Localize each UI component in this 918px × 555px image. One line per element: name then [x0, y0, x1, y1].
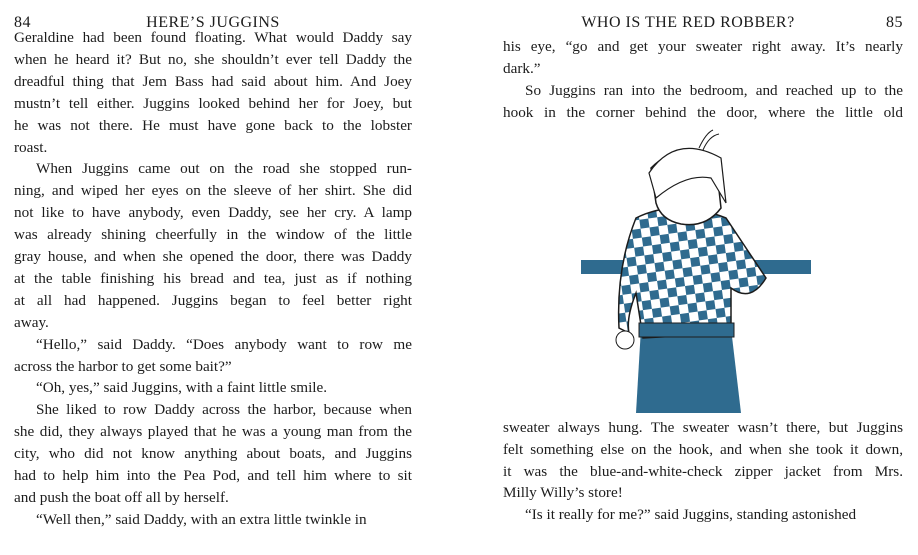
- text-line: “Is it really for me?” said Juggins, standing astonished: [525, 506, 857, 524]
- text-line: Milly Willy’s store!: [503, 484, 623, 502]
- text-line: “Oh, yes,” said Juggins, with a faint little smile.: [36, 379, 328, 397]
- jacket-waistband: [639, 323, 734, 337]
- text-line: sweater always hung. The sweater wasn’t there, but Juggins: [503, 419, 903, 436]
- text-line: he was not there. He must have gone back to the lobster: [14, 116, 412, 134]
- left-page: [14, 0, 412, 555]
- checked-jacket: [619, 208, 766, 338]
- running-header: [503, 14, 903, 34]
- girl-in-checked-jacket-illustration: [581, 128, 811, 413]
- text-line: had to help him into the Pea Pod, and tell him where to sit: [14, 467, 412, 484]
- text-line: his eye, “go and get your sweater right away. It’s nearly: [503, 38, 903, 55]
- text-line: So Juggins ran into the bedroom, and reached up to the: [525, 82, 903, 99]
- trousers: [636, 328, 741, 413]
- running-head-title: WHO IS THE RED ROBBER?: [581, 14, 795, 31]
- text-line: away.: [14, 313, 49, 331]
- text-line: hook in the corner behind the door, where the little old: [503, 104, 903, 121]
- text-line: she did, they always played that he was a young man from the: [14, 423, 412, 441]
- text-line: She liked to row Daddy across the harbor, because when: [36, 401, 412, 419]
- text-line: city, who did not know anything about boats, and Juggins: [14, 445, 412, 463]
- text-line: felt something else on the hook, and when she took it down,: [503, 440, 903, 458]
- running-head-title: HERE’S JUGGINS: [146, 14, 280, 31]
- text-line: at the table finishing his bread and tea, just as if nothing: [14, 269, 412, 287]
- hand: [616, 331, 634, 349]
- text-line: gray house, and when she opened the door, there was Daddy: [14, 248, 412, 265]
- text-line: dark.”: [503, 60, 541, 77]
- text-line: not like to have anybody, even Daddy, see her cry. A lamp: [14, 204, 412, 222]
- text-line: was already shining cheerfully in the window of the little: [14, 226, 412, 244]
- hair-bow: [699, 130, 719, 150]
- text-line: Geraldine had been found floating. What would Daddy say: [14, 29, 412, 46]
- text-line: ning, and wiped her eyes on the sleeve of her shirt. She did: [14, 182, 412, 200]
- text-line: it was the blue-and-white-check zipper jacket from Mrs.: [503, 462, 903, 480]
- text-line: at all had happened. Juggins began to feel better right: [14, 291, 412, 309]
- text-line: dreadful thing that Jem Bass had said about him. And Joey: [14, 72, 412, 90]
- text-line: “Hello,” said Daddy. “Does anybody want to row me: [36, 335, 412, 353]
- text-line: roast.: [14, 138, 48, 156]
- text-line: across the harbor to get some bait?”: [14, 357, 232, 375]
- right-page: [503, 0, 903, 555]
- text-line: When Juggins came out on the road she stopped run-: [36, 160, 412, 178]
- text-line: when he heard it? But no, she shouldn’t ever tell Daddy the: [14, 50, 412, 68]
- page-number: 85: [886, 14, 903, 31]
- text-line: mustn’t tell either. Juggins looked behind her for Joey, but: [14, 94, 412, 112]
- text-line: and push the boat off all by herself.: [14, 488, 229, 506]
- text-line: “Well then,” said Daddy, with an extra little twinkle in: [36, 510, 367, 528]
- page-number: 84: [14, 14, 31, 31]
